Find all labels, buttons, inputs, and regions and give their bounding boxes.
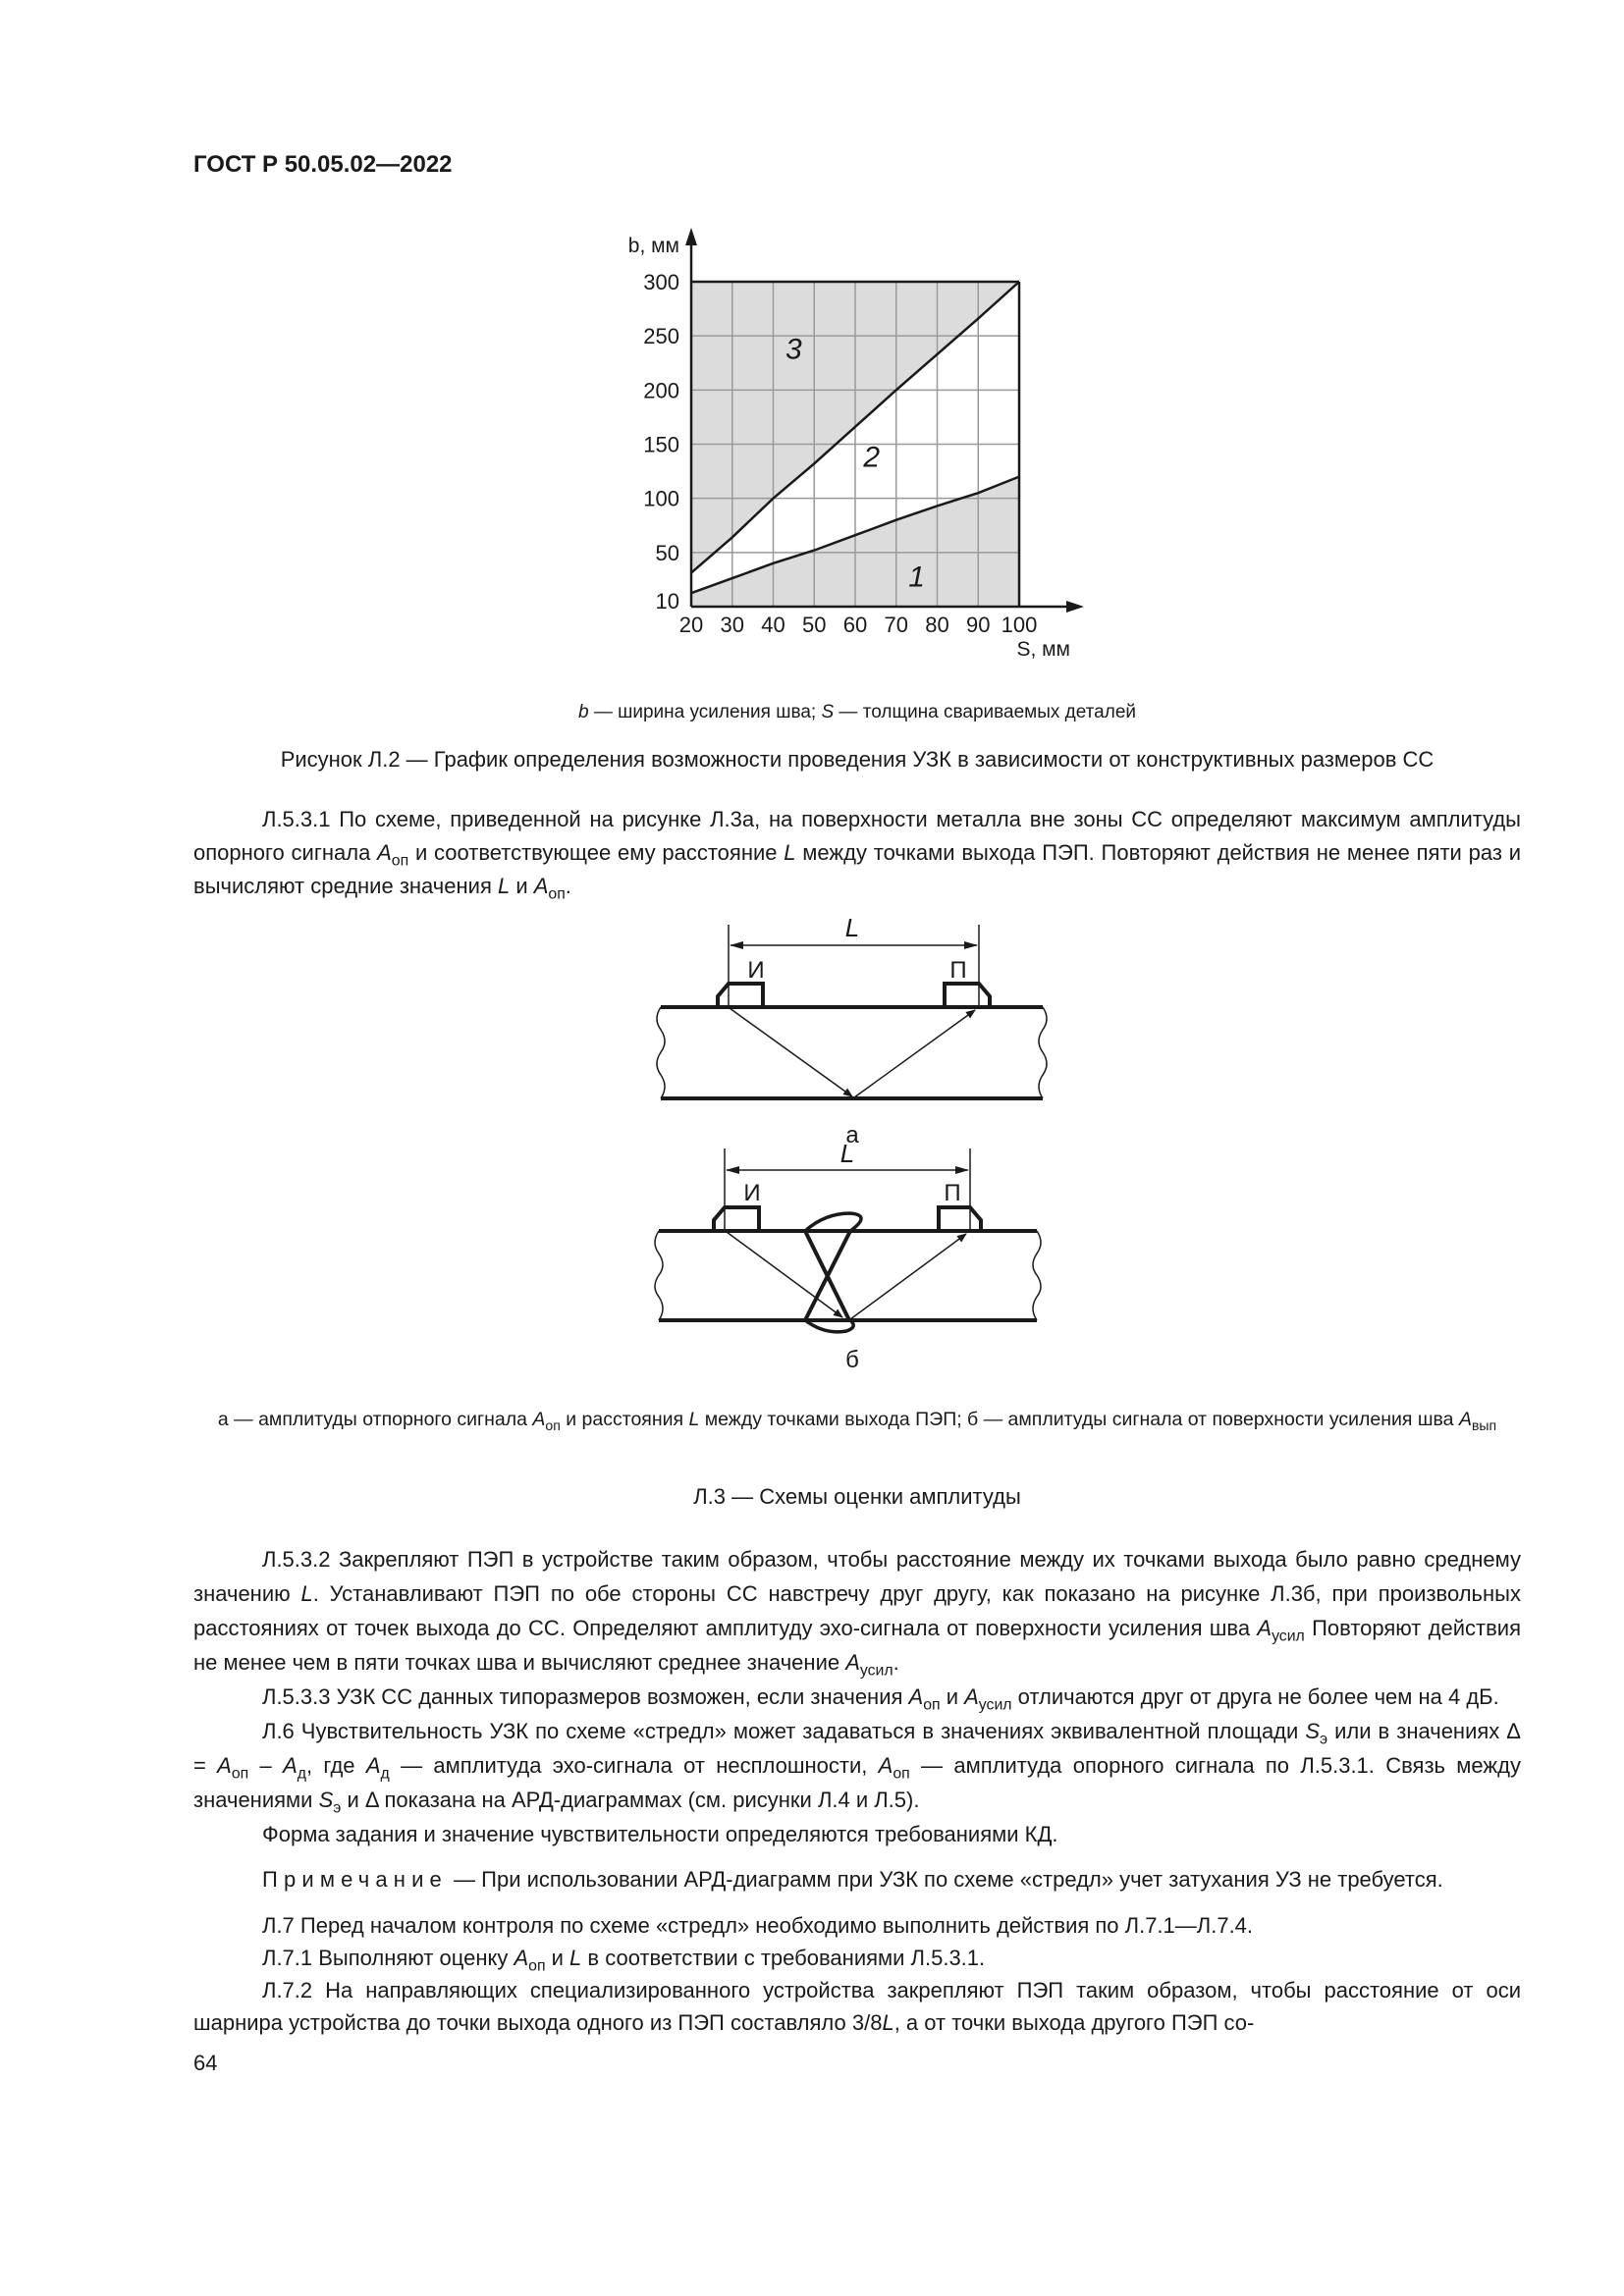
paragraph-L-7 bbox=[193, 1909, 1521, 1942]
x-axis-arrow bbox=[1066, 601, 1084, 613]
text-run: — амплитуда опорного сигнала по Л.5.3.1. Связь между значениями bbox=[193, 1753, 1521, 1812]
text-run: . bbox=[893, 1650, 899, 1675]
italic-symbol: L bbox=[569, 1946, 582, 1970]
figure-3-caption bbox=[193, 1480, 1521, 1514]
y-tick-label: 200 bbox=[643, 378, 679, 403]
subscript: оп bbox=[893, 1765, 910, 1783]
italic-symbol: A bbox=[533, 874, 549, 898]
x-tick-label: 100 bbox=[1001, 613, 1038, 637]
document-header: ГОСТ Р 50.05.02—2022 bbox=[193, 151, 453, 178]
scheme-b bbox=[655, 1148, 1041, 1332]
text-run: Л.5.3.2 Закрепляют ПЭП в устройстве таким образом, чтобы расстояние между их точками выхода было равно среднему значению bbox=[193, 1547, 1521, 1606]
subscript: усил bbox=[859, 1662, 893, 1680]
x-axis-label: S, мм bbox=[1016, 638, 1070, 661]
dimension-label-L: L bbox=[839, 1139, 855, 1168]
text-run: отличаются друг от друга не более чем на 4 дБ. bbox=[1011, 1684, 1499, 1709]
y-tick-label: 10 bbox=[655, 589, 679, 614]
italic-symbol: A bbox=[514, 1946, 529, 1970]
text-run: Л.5.3.1 По схеме, приведенной на рисунке Л.3а, на поверхности металла вне зоны СС определяют максимум амплитуды опорного сигнала bbox=[193, 807, 1521, 865]
italic-symbol: A bbox=[1458, 1409, 1472, 1430]
x-tick-label: 50 bbox=[802, 613, 827, 637]
subscript: э bbox=[333, 1799, 342, 1817]
body-text-flow bbox=[193, 1542, 1521, 2079]
text-run: Л.7.2 На направляющих специализированного устройства закрепляют ПЭП таким образом, чтобы расстояние от оси шарнира устройства до точки выхода одного из ПЭП составляло 3/8 bbox=[193, 1978, 1521, 2035]
subscript: оп bbox=[545, 1416, 561, 1433]
page-number: 64 bbox=[193, 2051, 218, 2075]
paragraph-form bbox=[193, 1817, 1521, 1851]
text-run: между точками выхода ПЭП. Повторяют действия не менее пяти раз и вычисляют средние значения bbox=[193, 840, 1521, 898]
scheme-b-label: б bbox=[845, 1347, 859, 1373]
italic-symbol: S bbox=[821, 702, 835, 722]
text-run: Л.6 Чувствительность УЗК по схеме «стредл» может задаваться в значениях эквивалентной площади bbox=[262, 1719, 1306, 1743]
x-tick-label: 70 bbox=[884, 613, 908, 637]
emitter-label: И bbox=[743, 1180, 761, 1206]
text-run: и Δ показана на АРД-диаграммах (см. рисунки Л.4 и Л.5). bbox=[341, 1788, 920, 1812]
y-axis-arrow bbox=[685, 228, 697, 245]
region-label: 3 bbox=[785, 333, 802, 366]
paragraph-L-5-3-2 bbox=[193, 1542, 1521, 1680]
italic-symbol: A bbox=[908, 1684, 924, 1709]
text-run: и соответствующее ему расстояние bbox=[408, 840, 785, 865]
text-run: Л.5.3.3 УЗК СС данных типоразмеров возможен, если значения bbox=[262, 1684, 909, 1709]
subscript: усил bbox=[1272, 1628, 1305, 1645]
text-run: а — амплитуды отпорного сигнала bbox=[217, 1409, 533, 1430]
italic-symbol: L bbox=[300, 1581, 313, 1606]
y-tick-label: 100 bbox=[643, 486, 679, 511]
scheme-a-label: а bbox=[845, 1122, 859, 1148]
receiver-label: П bbox=[949, 957, 967, 984]
weld-width-chart bbox=[0, 0, 1624, 687]
text-run: Л.3 — Схемы оценки амплитуды bbox=[693, 1484, 1021, 1509]
note bbox=[193, 1863, 1521, 1896]
y-tick-label: 50 bbox=[655, 540, 679, 565]
text-run: — толщина свариваемых деталей bbox=[834, 702, 1137, 722]
text-run: — амплитуда эхо-сигнала от несплошности, bbox=[389, 1753, 879, 1778]
paragraph-L-5-3-1 bbox=[193, 803, 1521, 903]
subscript: оп bbox=[391, 852, 409, 870]
italic-symbol: L bbox=[882, 2010, 894, 2035]
text-run: Примечание bbox=[262, 1867, 448, 1892]
y-tick-label: 300 bbox=[643, 270, 679, 294]
subscript: д bbox=[380, 1765, 390, 1783]
amplitude-scheme-diagram bbox=[0, 913, 1624, 1374]
italic-symbol: b bbox=[577, 702, 589, 722]
text-run: и bbox=[940, 1684, 965, 1709]
dimension-label-L: L bbox=[844, 913, 860, 942]
y-axis-label: b, мм bbox=[627, 235, 679, 257]
subscript: оп bbox=[923, 1696, 941, 1714]
figure-2-legend bbox=[193, 699, 1521, 726]
y-tick-label: 150 bbox=[643, 432, 679, 457]
subscript: оп bbox=[528, 1957, 546, 1975]
italic-symbol: A bbox=[377, 840, 392, 865]
subscript: усил bbox=[978, 1696, 1012, 1714]
italic-symbol: L bbox=[497, 874, 511, 898]
receiver-probe bbox=[945, 984, 990, 1007]
x-tick-label: 30 bbox=[720, 613, 744, 637]
subscript: оп bbox=[231, 1765, 249, 1783]
italic-symbol: L bbox=[688, 1409, 700, 1430]
text-run: , а от точки выхода другого ПЭП со- bbox=[893, 2010, 1255, 2035]
x-tick-label: 40 bbox=[761, 613, 785, 637]
subscript: оп bbox=[548, 885, 566, 903]
x-tick-label: 90 bbox=[966, 613, 991, 637]
text-run: и расстояния bbox=[560, 1409, 689, 1430]
text-run: Рисунок Л.2 — График определения возможности проведения УЗК в зависимости от конструктивных размеров СС bbox=[280, 747, 1435, 772]
x-tick-label: 60 bbox=[842, 613, 868, 637]
region-label: 1 bbox=[908, 561, 925, 594]
italic-symbol: A bbox=[283, 1753, 298, 1778]
figure-2-caption bbox=[193, 743, 1521, 776]
subscript: д bbox=[297, 1765, 306, 1783]
text-run: – bbox=[248, 1753, 284, 1778]
receiver-probe bbox=[939, 1207, 981, 1231]
text-run: или в значениях Δ = bbox=[193, 1719, 1521, 1778]
italic-symbol: A bbox=[1257, 1616, 1272, 1640]
italic-symbol: A bbox=[964, 1684, 979, 1709]
italic-symbol: S bbox=[318, 1788, 334, 1812]
italic-symbol: A bbox=[845, 1650, 860, 1675]
text-run: и bbox=[510, 874, 534, 898]
text-run: — При использовании АРД-диаграмм при УЗК по схеме «стредл» учет затухания УЗ не требуется. bbox=[447, 1867, 1443, 1892]
paragraph-L-7-1 bbox=[193, 1942, 1521, 1974]
italic-symbol: A bbox=[532, 1409, 546, 1430]
emitter-probe bbox=[718, 984, 763, 1007]
text-run: — ширина усиления шва; bbox=[588, 702, 822, 722]
emitter-probe bbox=[714, 1207, 759, 1231]
region-label: 2 bbox=[863, 441, 881, 474]
text-run: Л.7 Перед началом контроля по схеме «стредл» необходимо выполнить действия по Л.7.1—Л.7.4. bbox=[262, 1913, 1254, 1938]
italic-symbol: A bbox=[878, 1753, 893, 1778]
text-run: . bbox=[565, 874, 571, 898]
italic-symbol: A bbox=[217, 1753, 232, 1778]
italic-symbol: L bbox=[784, 840, 796, 865]
weld-cap bbox=[805, 1213, 861, 1231]
scheme-a bbox=[657, 925, 1047, 1098]
x-tick-label: 20 bbox=[678, 613, 704, 637]
emitter-label: И bbox=[747, 957, 765, 984]
italic-symbol: A bbox=[365, 1753, 381, 1778]
subscript: вып bbox=[1471, 1416, 1497, 1433]
text-run: между точками выхода ПЭП; б — амплитуды сигнала от поверхности усиления шва bbox=[699, 1409, 1459, 1430]
x-tick-label: 80 bbox=[925, 613, 949, 637]
text-run: Л.7.1 Выполняют оценку bbox=[262, 1946, 514, 1970]
y-tick-label: 250 bbox=[643, 324, 679, 349]
text-run: и bbox=[545, 1946, 570, 1970]
text-run: Форма задания и значение чувствительности определяются требованиями КД. bbox=[262, 1822, 1058, 1846]
text-run: . Устанавливают ПЭП по обе стороны СС навстречу друг другу, как показано на рисунке Л.3б, при произвольных расстояниях от точек выхода до СС. Определяют амплитуду эхо-сигнала от поверхности усиления шва bbox=[193, 1581, 1521, 1640]
paragraph-L-7-2 bbox=[193, 1974, 1521, 2039]
paragraph-L-6 bbox=[193, 1714, 1521, 1817]
subscript: э bbox=[1320, 1731, 1328, 1748]
figure-3-legend bbox=[193, 1406, 1521, 1433]
paragraph-L-5-3-3 bbox=[193, 1680, 1521, 1714]
text-run: Повторяют действия не менее чем в пяти точках шва и вычисляют среднее значение bbox=[193, 1616, 1521, 1675]
text-run: в соответствии с требованиями Л.5.3.1. bbox=[581, 1946, 986, 1970]
italic-symbol: S bbox=[1305, 1719, 1321, 1743]
text-run: , где bbox=[306, 1753, 366, 1778]
receiver-label: П bbox=[944, 1180, 961, 1206]
